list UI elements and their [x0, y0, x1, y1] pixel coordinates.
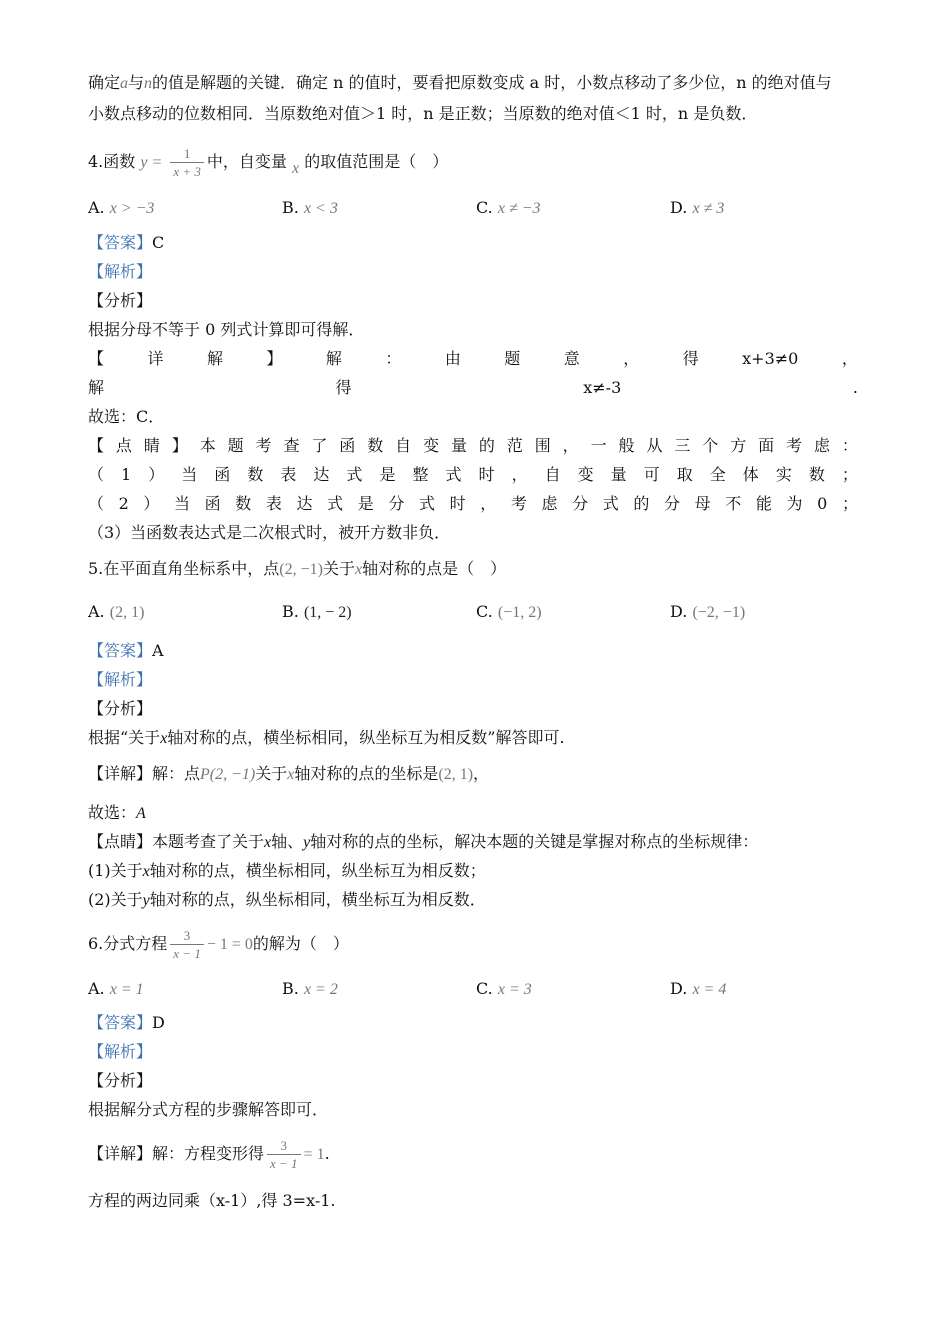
spread-char: 时	[449, 494, 466, 513]
spread-char: 式	[419, 494, 436, 513]
spread-char: x+3≠0	[742, 349, 799, 368]
q4-analysis-tag: 【解析】	[88, 262, 153, 281]
q4-fenxi-tag: 【分析】	[88, 291, 153, 310]
option-math: (−1, 2)	[497, 604, 542, 621]
q4-dianjing-row-2	[88, 464, 858, 486]
text: 故选：	[88, 803, 137, 822]
option-letter: A.	[88, 979, 105, 998]
option-math: x = 2	[303, 981, 338, 998]
spread-char: 数	[808, 465, 825, 484]
q5-stem	[88, 558, 506, 581]
spread-char: 分	[388, 494, 405, 513]
math-var: x	[142, 863, 150, 880]
spread-char: 量	[610, 465, 627, 484]
q4-choose: 故选：C．	[88, 407, 165, 426]
spread-char: 考	[786, 436, 803, 455]
spread-char: 题	[227, 436, 244, 455]
spread-char: 不	[725, 494, 742, 513]
option-math: x ≠ −3	[497, 200, 541, 217]
math-var: x	[354, 561, 363, 578]
spread-char: 当	[181, 465, 198, 484]
q4-dianjing-row-4: （3）当函数表达式是二次根式时，被开方数非负．	[88, 523, 451, 542]
q6-fenxi: 根据解分式方程的步骤解答即可．	[88, 1100, 329, 1119]
option-letter: C.	[476, 198, 493, 217]
spread-char: 数	[247, 465, 264, 484]
q6-option-c[interactable]	[476, 979, 532, 999]
spread-char: 的	[478, 436, 495, 455]
spread-char: 的	[633, 494, 650, 513]
q4-suffix: 的取值范围是（ ）	[304, 152, 449, 171]
option-math: (2, 1)	[109, 604, 145, 621]
q4-mid: 中，自变量	[206, 152, 287, 171]
q4-stem	[88, 146, 448, 179]
spread-char: 虑	[541, 494, 558, 513]
q5-prefix: 5.在平面直角坐标系中，点	[88, 559, 280, 578]
text: 轴对称的点的坐标是	[294, 764, 439, 783]
math-var: x	[292, 160, 300, 177]
option-letter: C.	[476, 602, 493, 621]
q6-analysis-tag: 【解析】	[88, 1042, 153, 1061]
spread-char: ，	[480, 494, 497, 513]
q6-step: 方程的两边同乘（x-1）,得 3=x-1.	[88, 1191, 336, 1210]
q6-fraction	[170, 928, 204, 961]
q6-option-d[interactable]	[670, 979, 726, 999]
spread-char: 】	[171, 436, 188, 455]
spread-char: 三	[674, 436, 691, 455]
spread-char: 达	[313, 465, 330, 484]
option-math: x = 1	[109, 981, 144, 998]
spread-char: 量	[450, 436, 467, 455]
frac-denominator: x + 3	[170, 162, 204, 179]
q5-option-b[interactable]	[282, 602, 352, 622]
spread-char: 详	[147, 349, 164, 368]
q5-option-c[interactable]	[476, 602, 542, 622]
q6-eq-tail: − 1 = 0	[206, 936, 253, 953]
option-math: x < 3	[303, 200, 338, 217]
text: ，	[473, 764, 490, 783]
q5-fenxi-tag: 【分析】	[88, 699, 153, 718]
q6-suffix: 的解为（ ）	[252, 934, 349, 953]
spread-char: 当	[174, 494, 191, 513]
spread-char: 体	[742, 465, 759, 484]
spread-char: 自	[544, 465, 561, 484]
math-var: x	[264, 834, 272, 851]
option-math: x = 4	[692, 981, 727, 998]
spread-char: 取	[676, 465, 693, 484]
spread-char: 围	[534, 436, 551, 455]
text: (1)关于	[88, 861, 143, 880]
math-var: x	[287, 766, 295, 783]
spread-char: 题	[504, 349, 521, 368]
option-letter: D.	[670, 198, 688, 217]
option-letter: B.	[282, 602, 299, 621]
math-point: P(2, −1)	[200, 766, 256, 783]
q4-y-eq: y =	[140, 154, 163, 171]
spread-char: 个	[702, 436, 719, 455]
text: 轴对称的点，纵坐标相同，横坐标互为相反数．	[149, 890, 486, 909]
q4-dianjing-row-3	[88, 493, 858, 515]
q5-detail	[88, 763, 489, 786]
answer-tag: 【答案】	[88, 1013, 153, 1032]
spread-char: 能	[755, 494, 772, 513]
q6-detail	[88, 1137, 330, 1172]
spread-char: 般	[618, 436, 635, 455]
q5-rule-1	[88, 860, 486, 883]
spread-char: ；	[841, 465, 858, 484]
q5-choose	[88, 802, 146, 825]
text: 关于	[255, 764, 288, 783]
spread-char: ，	[511, 465, 528, 484]
spread-char: 了	[311, 436, 328, 455]
math-var: n	[144, 75, 153, 92]
frac-numerator: 3	[280, 1138, 288, 1153]
text: .	[324, 1144, 330, 1163]
spread-char: 为	[786, 494, 803, 513]
q4-option-c[interactable]	[476, 198, 541, 218]
spread-char: .	[852, 378, 858, 397]
spread-char: 面	[758, 436, 775, 455]
spread-char: 式	[602, 494, 619, 513]
spread-char: 函	[339, 436, 356, 455]
option-math: x = 3	[497, 981, 532, 998]
text: 【详解】解：方程变形得	[88, 1144, 265, 1163]
spread-char: 解	[88, 378, 105, 397]
text: 根据“关于	[88, 728, 161, 747]
q5-dianjing	[88, 831, 758, 854]
spread-char: 本	[199, 436, 216, 455]
spread-char: 意	[563, 349, 580, 368]
spread-char: ：	[841, 436, 858, 455]
intro-line-2: 小数点移动的位数相同．当原数绝对值＞1 时，n 是正数；当原数的绝对值＜1 时，n 是负数．	[88, 104, 758, 123]
spread-char: 0	[817, 494, 828, 513]
spread-char: 可	[643, 465, 660, 484]
spread-char: 睛	[143, 436, 160, 455]
spread-char: 方	[730, 436, 747, 455]
spread-char: 一	[590, 436, 607, 455]
spread-char: 变	[577, 465, 594, 484]
spread-char: 得	[682, 349, 699, 368]
intro-line-1	[88, 72, 832, 95]
spread-char: 变	[423, 436, 440, 455]
spread-char: 范	[506, 436, 523, 455]
math-var: y	[303, 834, 311, 851]
option-letter: A.	[88, 602, 105, 621]
spread-char: 解	[206, 349, 223, 368]
spread-char: 虑	[813, 436, 830, 455]
text: 轴对称的点，横坐标相同，纵坐标互为相反数”解答即可.	[167, 728, 565, 747]
q4-dianjing-row-1	[88, 435, 858, 457]
q6-answer	[88, 1012, 165, 1034]
q4-option-b[interactable]	[282, 198, 338, 218]
frac-denominator: x − 1	[170, 944, 204, 961]
spread-char: 是	[357, 494, 374, 513]
spread-char: 母	[694, 494, 711, 513]
q4-option-d[interactable]	[670, 198, 724, 218]
frac-numerator: 1	[183, 146, 191, 161]
q6-prefix: 6.分式方程	[88, 934, 168, 953]
answer-value: C	[152, 233, 165, 252]
spread-char: 得	[335, 378, 352, 397]
spread-char: （	[88, 465, 105, 484]
text: 轴对称的点的坐标，解决本题的关键是掌握对称点的坐标规律：	[310, 832, 759, 851]
q5-analysis-tag: 【解析】	[88, 670, 153, 689]
q5-option-d[interactable]	[670, 602, 745, 622]
spread-char: 表	[280, 465, 297, 484]
math-var: a	[120, 75, 129, 92]
spread-char: ：	[385, 349, 402, 368]
text: 轴、	[271, 832, 304, 851]
spread-char: 数	[367, 436, 384, 455]
answer-tag: 【答案】	[88, 233, 153, 252]
q6-option-a[interactable]	[88, 979, 144, 999]
spread-char: 整	[412, 465, 429, 484]
spread-char: 实	[775, 465, 792, 484]
option-letter: B.	[282, 979, 299, 998]
text: (2)关于	[88, 890, 143, 909]
answer-tag: 【答案】	[88, 641, 153, 660]
text: 轴对称的点，横坐标相同，纵坐标互为相反数；	[149, 861, 486, 880]
spread-char: 函	[204, 494, 221, 513]
q4-detail-row-1	[88, 348, 858, 370]
spread-char: 由	[444, 349, 461, 368]
spread-char: 式	[327, 494, 344, 513]
spread-char: 表	[265, 494, 282, 513]
intro-text: 确定	[88, 73, 121, 92]
spread-char: 【	[88, 349, 105, 368]
option-letter: B.	[282, 198, 299, 217]
q5-answer	[88, 640, 164, 662]
spread-char: 从	[646, 436, 663, 455]
math-var: A	[136, 805, 146, 822]
spread-char: 函	[214, 465, 231, 484]
spread-char: 数	[235, 494, 252, 513]
frac-denominator: x − 1	[267, 1154, 301, 1171]
q4-prefix: 4.函数	[88, 152, 136, 171]
spread-char: 点	[115, 436, 132, 455]
spread-char: 考	[510, 494, 527, 513]
answer-value: A	[152, 641, 164, 660]
spread-char: 分	[572, 494, 589, 513]
spread-char: 式	[346, 465, 363, 484]
math-point: (2, 1)	[438, 766, 474, 783]
q5-point: (2, −1)	[279, 561, 323, 578]
spread-char: ；	[841, 494, 858, 513]
option-math: x > −3	[109, 200, 155, 217]
spread-char: 1	[121, 465, 132, 484]
q5-fenxi	[88, 727, 565, 750]
option-letter: D.	[670, 979, 688, 998]
spread-char: 时	[478, 465, 495, 484]
spread-char: （	[88, 494, 105, 513]
spread-char: ）	[148, 465, 165, 484]
math-eq: = 1	[303, 1146, 325, 1163]
option-letter: C.	[476, 979, 493, 998]
spread-char: 考	[255, 436, 272, 455]
spread-char: 【	[88, 436, 105, 455]
q4-fenxi: 根据分母不等于 0 列式计算即可得解．	[88, 320, 365, 339]
q5-rule-2	[88, 889, 486, 912]
spread-char: 分	[664, 494, 681, 513]
q5-suffix: 轴对称的点是（ ）	[362, 559, 507, 578]
frac-numerator: 3	[183, 928, 191, 943]
answer-value: D	[152, 1013, 165, 1032]
spread-char: 式	[445, 465, 462, 484]
math-var: x	[160, 730, 168, 747]
q6-stem	[88, 928, 349, 961]
spread-char: ，	[562, 436, 579, 455]
spread-char: 是	[379, 465, 396, 484]
intro-text: 与	[128, 73, 145, 92]
spread-char: x≠-3	[583, 378, 622, 397]
spread-char: 全	[709, 465, 726, 484]
spread-char: ，	[623, 349, 640, 368]
q4-option-a[interactable]	[88, 198, 154, 218]
text: 【点睛】本题考查了关于	[88, 832, 265, 851]
q5-mid: 关于	[322, 559, 355, 578]
option-math: x ≠ 3	[692, 200, 725, 217]
q4-detail-row-2	[88, 377, 858, 399]
q5-option-a[interactable]	[88, 602, 144, 622]
option-letter: A.	[88, 198, 105, 217]
option-math: (−2, −1)	[692, 604, 746, 621]
q4-fraction	[170, 146, 204, 179]
spread-char: 查	[283, 436, 300, 455]
q6-option-b[interactable]	[282, 979, 338, 999]
q6-detail-fraction	[267, 1138, 301, 1171]
q6-fenxi-tag: 【分析】	[88, 1071, 153, 1090]
spread-char: ）	[143, 494, 160, 513]
spread-char: 达	[296, 494, 313, 513]
spread-char: 2	[118, 494, 129, 513]
spread-char: 自	[395, 436, 412, 455]
option-letter: D.	[670, 602, 688, 621]
intro-text: 的值是解题的关键．确定 n 的值时，要看把原数变成 a 时，小数点移动了多少位，n 的绝对值与	[152, 73, 832, 92]
math-var: y	[142, 892, 150, 909]
option-math: (1, − 2)	[303, 604, 352, 621]
spread-char: ，	[841, 349, 858, 368]
spread-char: 】	[266, 349, 283, 368]
spread-char: 解	[325, 349, 342, 368]
text: 【详解】解：点	[88, 764, 201, 783]
q4-answer	[88, 232, 164, 254]
